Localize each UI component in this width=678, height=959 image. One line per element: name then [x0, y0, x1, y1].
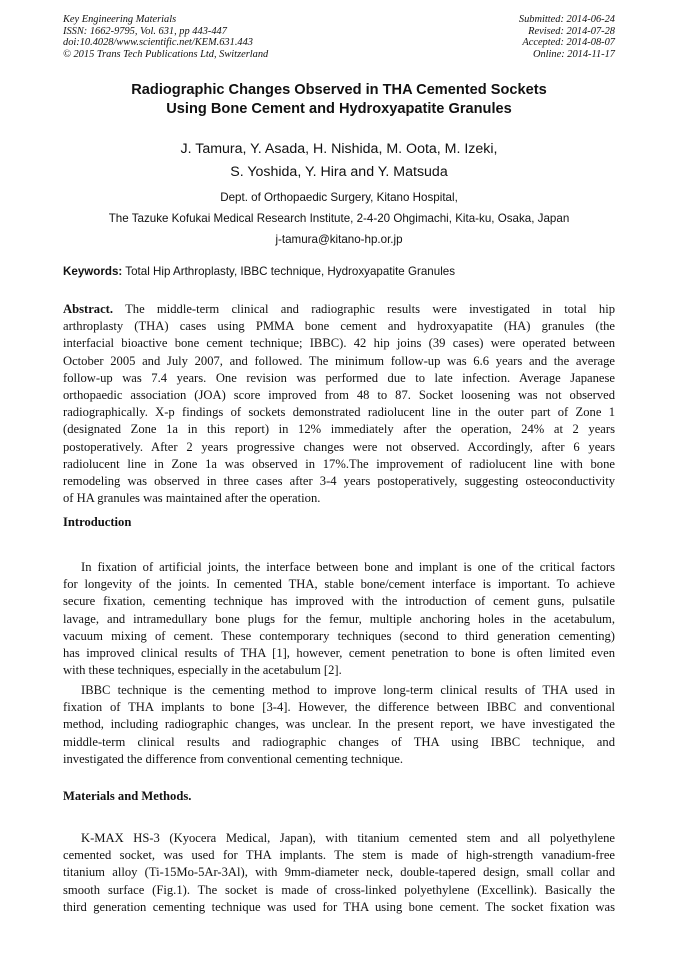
- abstract-line: of HA granules was maintained after the operation.: [63, 491, 321, 506]
- keywords-label: Keywords:: [63, 265, 123, 278]
- paragraph-line: middle-term clinical results and radiographic changes of THA using IBBC technique, and: [63, 734, 615, 749]
- paragraph-line: fixation of THA implants to bone [3-4]. However, the difference between IBBC and conventional: [63, 700, 615, 715]
- abstract-line: radiolucent line in Zone 1a was observed in 17%.The improvement of radiolucent line with bone: [63, 456, 615, 471]
- contact-email: j-tamura@kitano-hp.or.jp: [275, 233, 403, 246]
- paragraph-line: vacuum mixing of cement. These contemporary techniques (second to third generation cementing): [63, 628, 615, 643]
- abstract-line: follow-up was 7.4 years. One revision was performed due to late infection. Average Japanese: [63, 370, 615, 385]
- affiliation-department: Dept. of Orthopaedic Surgery, Kitano Hospital,: [220, 191, 458, 204]
- affiliation-institute: The Tazuke Kofukai Medical Research Institute, 2-4-20 Ohgimachi, Kita-ku, Osaka, Japan: [108, 212, 570, 225]
- title-line: Radiographic Changes Observed in THA Cemented Sockets: [131, 82, 547, 98]
- abstract-line: postoperatively. After 2 years progressive changes were not observed. Accordingly, after 6 years: [63, 439, 615, 454]
- introduction-paragraph-2: [63, 682, 615, 768]
- date-submitted: Submitted: 2014-06-24: [518, 14, 615, 25]
- paragraph-line: lavage, and intramedullary bone plugs for the femur, multiple anchoring holes in the acetabulum,: [63, 611, 615, 626]
- paper-title: [63, 81, 615, 119]
- paragraph-line: titanium alloy (Ti-15Mo-5Ar-3Al), with 9mm-diameter neck, double-tapered design, small collar and: [63, 865, 615, 880]
- date-revised: Revised: 2014-07-28: [528, 25, 615, 37]
- abstract-line: radiographically. X-p findings of sockets demonstrated radiolucent line in the outer part of Zone 1: [63, 405, 615, 420]
- paragraph-line: has improved clinical results of THA [1], however, cement penetration to bone is often limited even: [63, 645, 615, 660]
- abstract-line: interfacial bioactive bone cement technique; IBBC). 42 hip joins (39 cases) were operated between: [63, 336, 615, 351]
- methods-heading: Materials and Methods.: [63, 789, 192, 803]
- keywords-text: Total Hip Arthroplasty, IBBC technique, Hydroxyapatite Granules: [125, 265, 456, 278]
- paragraph-line: IBBC technique is the cementing method to improve long-term clinical results of THA used in: [81, 683, 615, 697]
- abstract: [63, 301, 615, 507]
- title-line: Using Bone Cement and Hydroxyapatite Granules: [166, 101, 512, 117]
- introduction-heading: Introduction: [63, 515, 132, 529]
- keywords: [63, 265, 455, 278]
- abstract-label: Abstract.: [63, 302, 114, 316]
- abstract-line: October 2005 and July 2007, and followed. The minimum follow-up was 6.6 years and the average: [63, 353, 615, 368]
- affiliation: [40, 187, 638, 250]
- paragraph-line: method, including radiographic changes, was unclear. In the present report, we have investigated the: [63, 717, 615, 732]
- paragraph-line: investigated the difference from conventional cementing technique.: [63, 751, 404, 766]
- paragraph-line: for longevity of the joints. In cemented THA, stable bone/cement interface is important. To achieve: [63, 577, 615, 592]
- journal-copyright: © 2015 Trans Tech Publications Ltd, Switzerland: [63, 48, 269, 60]
- methods-paragraph-1: [63, 830, 615, 916]
- date-online: Online: 2014-11-17: [532, 48, 615, 60]
- paragraph-line: secure fixation, cementing technique has improved with the introduction of cement guns, pulsatile: [63, 594, 615, 609]
- introduction-paragraph-1: [63, 559, 615, 679]
- paragraph-line: with these techniques, especially in the acetabulum [2].: [63, 663, 342, 678]
- paragraph-line: K-MAX HS-3 (Kyocera Medical, Japan), with titanium cemented stem and all polyethylene: [81, 831, 615, 845]
- journal-info: [63, 14, 268, 60]
- abstract-line: remodeling was observed in three cases after 3-4 years postoperatively, suggesting osteoconductivity: [63, 473, 615, 488]
- abstract-line: arthroplasty (THA) cases using PMMA bone cement and hydroxyapatite (HA) granules (the: [63, 319, 615, 334]
- journal-name: Key Engineering Materials: [63, 14, 177, 25]
- abstract-first-line: [63, 301, 615, 318]
- paragraph-line: smooth surface (Fig.1). The socket is made of cross-linked polyethylene (Excellink). Basically the: [63, 882, 615, 897]
- paragraph-line: third generation cementing technique was used for THA using bone cement. The socket fixation was: [63, 899, 615, 914]
- date-accepted: Accepted: 2014-08-07: [522, 37, 615, 49]
- journal-doi: doi:10.4028/www.scientific.net/KEM.631.443: [63, 37, 253, 49]
- journal-issn: ISSN: 1662-9795, Vol. 631, pp 443-447: [63, 25, 227, 37]
- authors-line: J. Tamura, Y. Asada, H. Nishida, M. Oota, M. Izeki,: [180, 141, 498, 157]
- abstract-line: (designated Zone 1a in this report) in 12% immediately after the operation, 24% at 2 years: [63, 422, 615, 437]
- paragraph-line: cemented socket, was used for THA implants. The stem is made of high-strength vanadium-free: [63, 848, 615, 863]
- author-list: [63, 138, 615, 183]
- authors-line: S. Yoshida, Y. Hira and Y. Matsuda: [230, 163, 448, 180]
- submission-dates: [519, 14, 615, 60]
- abstract-line: orthopaedic association (JOA) score improved from 48 to 87. Socket loosening was not observed: [63, 387, 615, 402]
- paragraph-line: In fixation of artificial joints, the interface between bone and implant is one of the critical factors: [81, 560, 615, 574]
- abstract-text: The middle-term clinical and radiographic results were investigated in total hip: [125, 302, 615, 316]
